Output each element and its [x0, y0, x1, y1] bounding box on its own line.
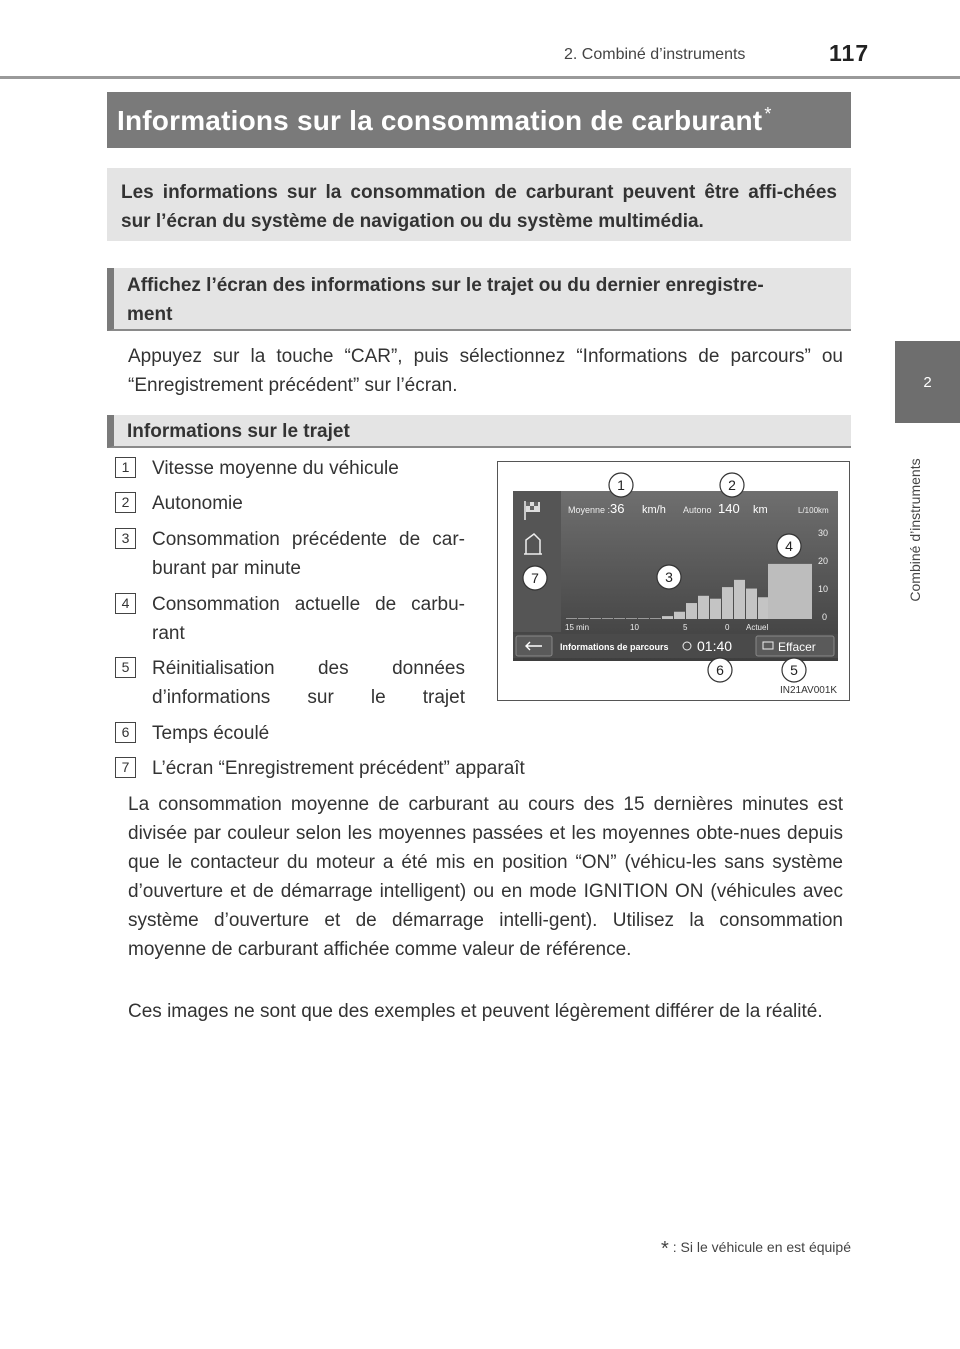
item-text: Temps écoulé: [152, 723, 270, 744]
y-tick-label: 30: [818, 528, 829, 538]
actuel-label: Actuel: [746, 623, 769, 632]
item-text: Vitesse moyenne du véhicule: [152, 458, 399, 479]
history-bar: [638, 618, 649, 619]
history-bar: [710, 599, 721, 619]
elapsed-time: 01:40: [697, 638, 733, 654]
intro-text: Les informations sur la consommation de carburant peuvent être affi-chées sur l’écran du système de navigation ou du système multimédia.: [121, 182, 837, 232]
chapter-tab-label-text: Combiné d’instruments: [907, 458, 923, 602]
page-number: 117: [829, 40, 870, 66]
item-number: 4: [115, 593, 136, 614]
section-heading-line2: ment: [127, 304, 173, 325]
x-tick-label: 15 min: [565, 623, 590, 632]
item-text: Autonomie: [152, 493, 243, 514]
callout-number: 1: [617, 477, 625, 493]
item-text: Consommation précédente de car-burant par minute: [152, 529, 465, 579]
section-heading-line1: Affichez l’écran des informations sur le trajet ou du dernier enregistre-: [127, 275, 764, 296]
paragraph-disclaimer: Ces images ne sont que des exemples et peuvent légèrement différer de la réalité.: [128, 1001, 823, 1022]
history-bar: [614, 618, 625, 619]
item-number: 5: [115, 657, 136, 678]
figure-code: IN21AV001K: [780, 685, 838, 696]
range-unit: km: [753, 504, 768, 516]
history-bar: [686, 603, 697, 619]
paragraph-consumption-explanation: La consommation moyenne de carburant au cours des 15 dernières minutes est divisée par couleur selon les moyennes passées et les moyennes obte-nues depuis que le contacteur du moteur a été mis en position “ON” (véhicu-les sans système d’ouverture et de démarrage intelligent) ou en mode IGNITION ON (véhicules avec système d’ouverture et de démarrage intelli-gent). Utilisez la consommation moyenne de carburant affichée comme valeur de référence.: [128, 794, 843, 960]
page-title: [117, 104, 772, 137]
y-tick-label: 20: [818, 556, 829, 566]
history-bar: [734, 580, 745, 619]
moyenne-value: 36: [610, 501, 625, 516]
item-number: 6: [115, 722, 136, 743]
history-bar: [590, 618, 601, 619]
chapter-title: 2. Combiné d’instruments: [564, 46, 746, 63]
chapter-tab-number: 2: [923, 373, 932, 391]
speed-unit: km/h: [642, 504, 666, 516]
history-bar: [746, 589, 757, 619]
callout-number: 2: [728, 477, 736, 493]
clear-button-label: Effacer: [778, 640, 816, 654]
history-bar: [758, 597, 769, 619]
section-heading-display-screen: [107, 268, 851, 331]
section-heading-trip-info: [107, 415, 851, 448]
screen-sidebar: [513, 491, 561, 632]
history-bar: [602, 618, 613, 619]
callout-number: 3: [665, 569, 673, 585]
x-tick-label: 5: [683, 623, 688, 632]
y-tick-label: 10: [818, 584, 829, 594]
chapter-tab-label: [895, 430, 935, 630]
history-bar: [650, 618, 661, 619]
item-text: Consommation actuelle de carbu-rant: [152, 594, 465, 644]
autono-value: 140: [718, 501, 740, 516]
x-tick-label: 10: [630, 623, 639, 632]
footnote: [600, 1238, 851, 1261]
trip-info-figure: [497, 461, 850, 701]
section1-body: Appuyez sur la touche “CAR”, puis sélectionnez “Informations de parcours” ou “Enregistrement précédent” sur l’écran.: [128, 346, 843, 396]
page-title-text: Informations sur la consommation de carburant: [117, 105, 763, 136]
item-number: 3: [115, 528, 136, 549]
item-number: 7: [115, 757, 136, 778]
moyenne-label: Moyenne :: [568, 505, 611, 515]
chapter-tab: [895, 341, 960, 423]
current-consumption-bar: [768, 564, 812, 619]
autono-label: Autono: [683, 505, 712, 515]
header-rule: [0, 76, 960, 79]
intro-box: [107, 168, 851, 241]
footer-title: Informations de parcours: [560, 642, 669, 652]
item-text: Réinitialisation des données d’informations sur le trajet: [152, 658, 465, 708]
section-heading-display-screen-text: [127, 271, 841, 329]
history-bar: [626, 618, 637, 619]
history-bar: [566, 618, 577, 619]
callout-number: 6: [716, 662, 724, 678]
callout-number: 7: [531, 570, 539, 586]
section-heading-trip-info-text: Informations sur le trajet: [127, 421, 350, 442]
callout-number: 5: [790, 662, 798, 678]
section-title-bar: [107, 92, 851, 148]
title-footnote-marker: *: [764, 104, 772, 124]
item-number: 1: [115, 457, 136, 478]
y-tick-label: 0: [822, 612, 828, 622]
history-bar: [698, 596, 709, 619]
x-tick-label: 0: [725, 623, 730, 632]
trip-info-screen-illustration: [498, 462, 849, 700]
history-bar: [662, 616, 673, 619]
consumption-unit: L/100km: [798, 506, 829, 515]
footnote-marker: *: [660, 1238, 669, 1260]
item-number: 2: [115, 492, 136, 513]
history-bar: [578, 618, 589, 619]
history-bar: [674, 612, 685, 619]
footnote-text: : Si le véhicule en est équipé: [672, 1239, 851, 1255]
history-bar: [722, 587, 733, 619]
item-text: L’écran “Enregistrement précédent” apparaît: [152, 758, 525, 779]
callout-number: 4: [785, 538, 793, 554]
